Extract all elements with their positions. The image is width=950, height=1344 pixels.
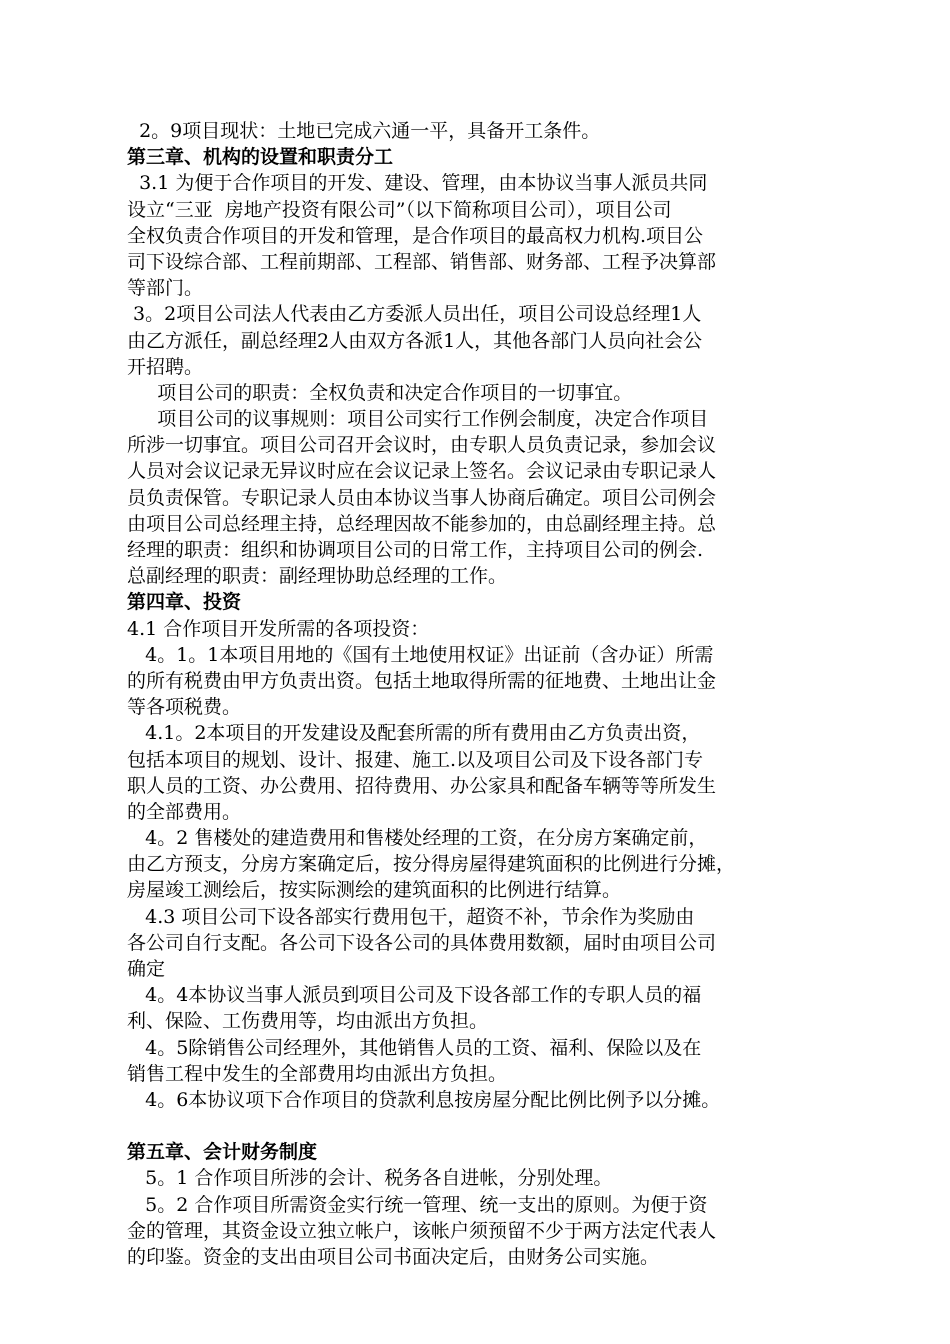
paragraph-4-6-line-1: 4。6本协议项下合作项目的贷款利息按房屋分配比例比例予以分摊。 — [127, 1088, 721, 1111]
paragraph-4-1-1-line-2: 的所有税费由甲方负责出资。包括土地取得所需的征地费、土地出让金 — [127, 669, 717, 692]
paragraph-4-4-line-1: 4。4本协议当事人派员到项目公司及下设各部工作的专职人员的福 — [127, 984, 702, 1007]
paragraph-3-1-line-5: 等部门。 — [127, 277, 204, 300]
paragraph-4-1-1-line-3: 等各项税费。 — [127, 696, 242, 719]
paragraph-5-2-line-2: 金的管理，其资金设立独立帐户，该帐户须预留不少于两方法定代表人 — [127, 1219, 717, 1242]
paragraph-4-5-line-1: 4。5除销售公司经理外，其他销售人员的工资、福利、保险以及在 — [127, 1036, 702, 1059]
paragraph-4-1-2-line-3: 职人员的工资、办公费用、招待费用、办公家具和配备车辆等等所发生 — [127, 774, 717, 797]
paragraph-4-1-2-line-1: 4.1。2本项目的开发建设及配套所需的所有费用由乙方负责出资， — [127, 722, 701, 745]
paragraph-5-2-line-3: 的印鉴。资金的支出由项目公司书面决定后，由财务公司实施。 — [127, 1245, 660, 1268]
meeting-rules-line-2: 所涉一切事宜。项目公司召开会议时，由专职人员负责记录，参加会议 — [127, 434, 717, 457]
chapter-3-heading: 第三章、机构的设置和职责分工 — [127, 146, 394, 169]
meeting-rules-line-7: 总副经理的职责：副经理协助总经理的工作。 — [127, 565, 508, 588]
meeting-rules-line-4: 员负责保管。专职记录人员由本协议当事人协商后确定。项目公司例会 — [127, 486, 717, 509]
paragraph-4-2-line-1: 4。2 售楼处的建造费用和售楼处经理的工资，在分房方案确定前， — [127, 827, 708, 850]
paragraph-4-4-line-2: 利、保险、工伤费用等，均由派出方负担。 — [127, 1010, 489, 1033]
paragraph-3-1-line-2: 设立“三亚 房地产投资有限公司”（以下简称项目公司），项目公司 — [127, 198, 672, 221]
paragraph-4-1-2-line-2: 包括本项目的规划、设计、报建、施工.以及项目公司及下设各部门专 — [127, 748, 704, 771]
paragraph-3-2-line-2: 由乙方派任，副总经理2人由双方各派1人，其他各部门人员向社会公 — [127, 329, 703, 352]
chapter-4-heading: 第四章、投资 — [127, 591, 242, 614]
paragraph-4-1-intro: 4.1 合作项目开发所需的各项投资： — [127, 617, 430, 640]
document-page — [127, 118, 827, 1270]
paragraph-3-1-line-3: 全权负责合作项目的开发和管理，是合作项目的最高权力机构.项目公 — [127, 224, 704, 247]
paragraph-2-9-status: 2。9项目现状：土地已完成六通一平，具备开工条件。 — [127, 120, 601, 142]
paragraph-4-1-2-line-4: 的全部费用。 — [127, 800, 242, 823]
meeting-rules-line-5: 由项目公司总经理主持，总经理因故不能参加的，由总副经理主持。总 — [127, 512, 717, 535]
paragraph-4-2-line-3: 房屋竣工测绘后，按实际测绘的建筑面积的比例进行结算。 — [127, 879, 622, 902]
paragraph-3-2-line-3: 开招聘。 — [127, 355, 204, 378]
paragraph-4-3-line-3: 确定 — [127, 958, 166, 980]
paragraph-4-1-1-line-1: 4。1。1本项目用地的《国有土地使用权证》出证前（含办证）所需 — [127, 643, 714, 666]
paragraph-4-3-line-2: 各公司自行支配。各公司下设各公司的具体费用数额，届时由项目公司 — [127, 931, 717, 954]
paragraph-4-5-line-2: 销售工程中发生的全部费用均由派出方负担。 — [127, 1062, 508, 1085]
paragraph-4-2-line-2: 由乙方预支，分房方案确定后，按分得房屋得建筑面积的比例进行分摊， — [127, 853, 736, 876]
paragraph-5-2-line-1: 5。2 合作项目所需资金实行统一管理、统一支出的原则。为便于资 — [127, 1193, 708, 1216]
meeting-rules-line-6: 经理的职责：组织和协调项目公司的日常工作，主持项目公司的例会. — [127, 539, 704, 561]
meeting-rules-line-3: 人员对会议记录无异议时应在会议记录上签名。会议记录由专职记录人 — [127, 460, 717, 483]
blank-line — [127, 1113, 827, 1139]
chapter-5-heading: 第五章、会计财务制度 — [127, 1141, 318, 1164]
paragraph-3-1-line-1: 3.1 为便于合作项目的开发、建设、管理，由本协议当事人派员共同 — [127, 172, 708, 195]
paragraph-3-1-line-4: 司下设综合部、工程前期部、工程部、销售部、财务部、工程予决算部 — [127, 250, 717, 273]
paragraph-5-1-line-1: 5。1 合作项目所涉的会计、税务各自进帐，分别处理。 — [127, 1167, 613, 1190]
paragraph-3-2-line-1: 3。2项目公司法人代表由乙方委派人员出任，项目公司设总经理1人 — [127, 303, 702, 326]
meeting-rules-line-1: 项目公司的议事规则：项目公司实行工作例会制度，决定合作项目 — [127, 408, 709, 431]
paragraph-4-3-line-1: 4.3 项目公司下设各部实行费用包干，超资不补，节余作为奖励由 — [127, 905, 695, 928]
company-duties-line: 项目公司的职责：全权负责和决定合作项目的一切事宜。 — [127, 381, 633, 404]
